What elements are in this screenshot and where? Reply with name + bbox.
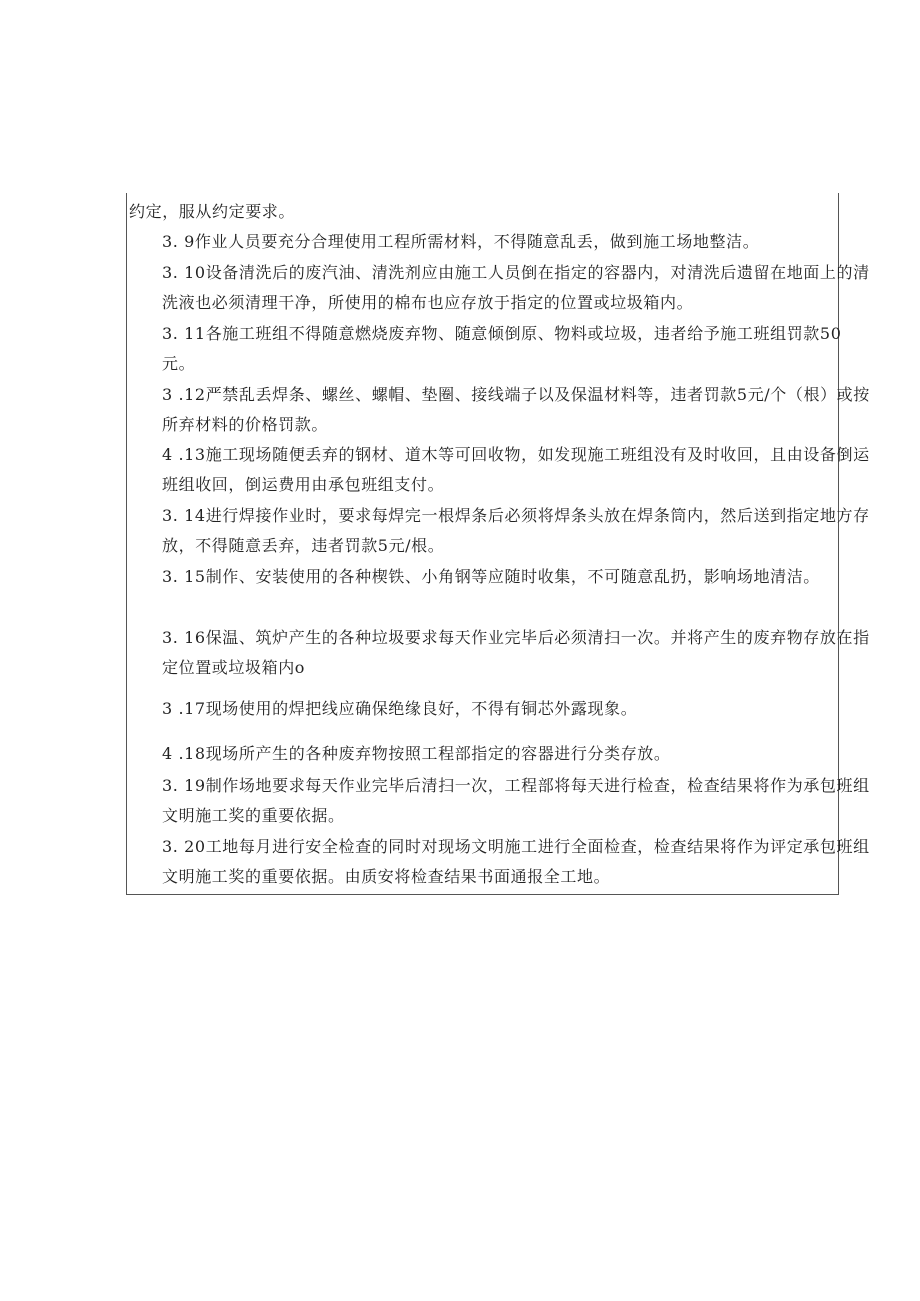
paragraph-3-11: 3. 11各施工班组不得随意燃烧废弃物、随意倾倒原、物料或垃圾，违者给予施工班组罚款50元。 [162, 324, 842, 373]
paragraph-3-14: 3. 14进行焊接作业时，要求每焊完一根焊条后必须将焊条头放在焊条筒内，然后送到指定地方存放，不得随意丢弃，违者罚款5元/根。 [162, 506, 870, 555]
paragraph-continuation: 约定，服从约定要求。 [129, 202, 296, 221]
content-table-cell [126, 193, 870, 895]
paragraph-4-18: 4 .18现场所产生的各种废弃物按照工程部指定的容器进行分类存放。 [162, 744, 671, 763]
paragraph-3-20: 3. 20工地每月进行安全检查的同时对现场文明施工进行全面检查，检查结果将作为评定承包班组文明施工奖的重要依据。由质安将检查结果书面通报全工地。 [162, 837, 870, 886]
paragraph-3-10: 3. 10设备清洗后的废汽油、清洗剂应由施工人员倒在指定的容器内，对清洗后遗留在地面上的清洗液也必须清理干净，所使用的棉布也应存放于指定的位置或垃圾箱内。 [162, 263, 870, 312]
paragraph-3-16: 3. 16保温、筑炉产生的各种垃圾要求每天作业完毕后必须清扫一次。并将产生的废弃物存放在指定位置或垃圾箱内o [162, 628, 870, 677]
paragraph-3-15: 3. 15制作、安装使用的各种楔铁、小角钢等应随时收集，不可随意乱扔，影响场地清洁。 [162, 567, 820, 586]
paragraph-4-13: 4 .13施工现场随便丢弃的钢材、道木等可回收物，如发现施工班组没有及时收回，且由设备倒运班组收回，倒运费用由承包班组支付。 [162, 445, 870, 494]
paragraph-3-17: 3 .17现场使用的焊把线应确保绝缘良好，不得有铜芯外露现象。 [162, 699, 638, 718]
paragraph-3-9: 3. 9作业人员要充分合理使用工程所需材料，不得随意乱丢，做到施工场地整洁。 [162, 232, 760, 251]
paragraph-3-19: 3. 19制作场地要求每天作业完毕后清扫一次，工程部将每天进行检查，检查结果将作为承包班组文明施工奖的重要依据。 [162, 776, 870, 825]
paragraph-3-12: 3 .12严禁乱丢焊条、螺丝、螺帽、垫圈、接线端子以及保温材料等，违者罚款5元/个（根）或按所弃材料的价格罚款。 [162, 385, 870, 434]
